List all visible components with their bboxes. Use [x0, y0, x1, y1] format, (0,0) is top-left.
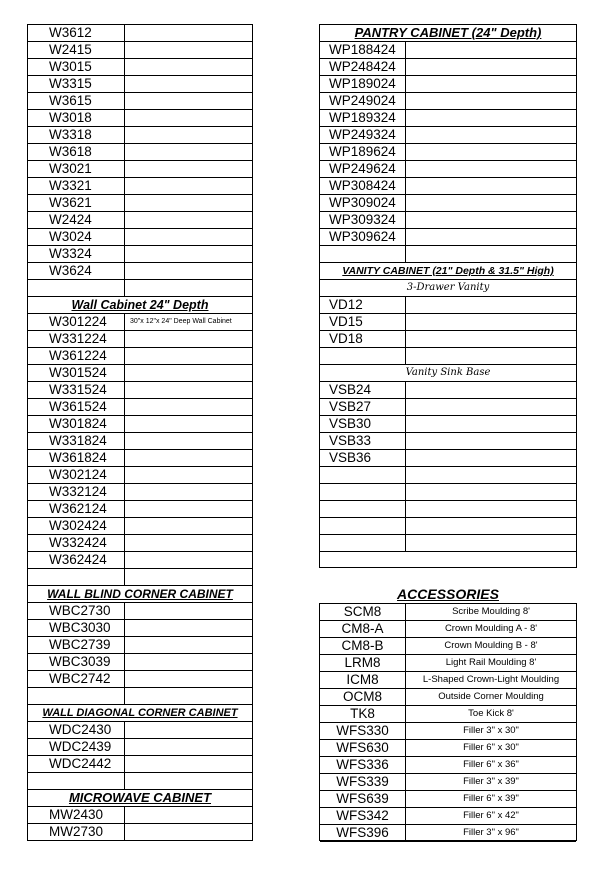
table-row [28, 484, 252, 501]
table-row [320, 740, 576, 757]
item-code: WDC2439 [28, 739, 125, 755]
item-code: WFS630 [320, 740, 406, 756]
item-code: WBC2742 [28, 671, 125, 687]
item-code [28, 688, 125, 704]
item-code: WP309024 [320, 195, 406, 211]
item-code: VD15 [320, 314, 406, 330]
item-description [125, 178, 252, 194]
item-description [125, 518, 252, 534]
table-row [320, 467, 576, 484]
item-description [125, 161, 252, 177]
item-code: CM8-B [320, 638, 406, 654]
table-row [320, 621, 576, 638]
table-row [28, 671, 252, 688]
item-code: W2424 [28, 212, 125, 228]
accessories-table [319, 603, 577, 841]
item-description [125, 365, 252, 381]
table-row [28, 25, 252, 42]
item-description [406, 484, 576, 500]
table-row [28, 433, 252, 450]
table-row [320, 535, 576, 552]
table-row [320, 433, 576, 450]
table-row [320, 178, 576, 195]
item-description [125, 722, 252, 738]
item-code: W3018 [28, 110, 125, 126]
item-description: Filler 6" x 30" [463, 742, 519, 753]
item-description [406, 76, 576, 92]
table-row [28, 110, 252, 127]
item-code: WP249624 [320, 161, 406, 177]
item-description [406, 297, 576, 313]
left-price-table [27, 24, 253, 841]
item-description [125, 467, 252, 483]
item-code: VD18 [320, 331, 406, 347]
item-description [406, 93, 576, 109]
item-code: W3324 [28, 246, 125, 262]
table-row [320, 212, 576, 229]
section-heading-wall-24-text: Wall Cabinet 24" Depth [71, 298, 209, 312]
table-row [28, 42, 252, 59]
item-description [125, 93, 252, 109]
table-row [28, 365, 252, 382]
item-code: VSB24 [320, 382, 406, 398]
item-code: W301524 [28, 365, 125, 381]
item-code: W361224 [28, 348, 125, 364]
section-heading-wall-diagonal-text: WALL DIAGONAL CORNER CABINET [42, 707, 238, 719]
item-description [125, 773, 252, 789]
table-row [320, 110, 576, 127]
item-code: W332424 [28, 535, 125, 551]
item-description [125, 620, 252, 636]
item-description [125, 212, 252, 228]
table-row [28, 807, 252, 824]
table-row [28, 824, 252, 841]
item-code: SCM8 [320, 604, 406, 620]
table-row [320, 416, 576, 433]
table-row [28, 773, 252, 790]
item-code: W301224 [28, 314, 125, 330]
table-row [28, 76, 252, 93]
table-row [320, 757, 576, 774]
item-description [406, 382, 576, 398]
subheading-sink-base: Vanity Sink Base [320, 365, 576, 382]
item-description [406, 331, 576, 347]
section-heading-wall-blind [28, 586, 252, 603]
table-row [28, 314, 252, 331]
item-description [406, 399, 576, 415]
item-code [320, 246, 406, 262]
item-description: Filler 3" x 30" [463, 725, 519, 736]
subheading-3-drawer: 3-Drawer Vanity [320, 280, 576, 297]
item-code: WP249024 [320, 93, 406, 109]
table-row [28, 331, 252, 348]
item-code: WP309624 [320, 229, 406, 245]
item-code: WP249324 [320, 127, 406, 143]
item-description [406, 246, 576, 262]
item-code: W302124 [28, 467, 125, 483]
item-description [125, 263, 252, 279]
item-description [125, 756, 252, 772]
table-row [28, 637, 252, 654]
item-description [406, 467, 576, 483]
item-code: WP188424 [320, 42, 406, 58]
item-description: Filler 3" x 39" [463, 776, 519, 787]
accessories-title: ACCESSORIES [397, 586, 499, 602]
item-description [125, 144, 252, 160]
item-code: WP308424 [320, 178, 406, 194]
item-code: WBC2739 [28, 637, 125, 653]
item-description [125, 348, 252, 364]
table-row [28, 450, 252, 467]
item-description [125, 433, 252, 449]
item-code: WDC2430 [28, 722, 125, 738]
table-row [28, 161, 252, 178]
item-code: WBC3030 [28, 620, 125, 636]
item-description [125, 552, 252, 568]
item-description [125, 535, 252, 551]
item-code: W3615 [28, 93, 125, 109]
section-heading-wall-24 [28, 297, 252, 314]
table-row [320, 382, 576, 399]
item-code: WDC2442 [28, 756, 125, 772]
item-code: WFS336 [320, 757, 406, 773]
table-row [320, 195, 576, 212]
item-description [125, 688, 252, 704]
table-row [320, 331, 576, 348]
item-code: VD12 [320, 297, 406, 313]
table-row [28, 195, 252, 212]
table-row [320, 93, 576, 110]
table-row [320, 501, 576, 518]
item-code: W361524 [28, 399, 125, 415]
item-code: W3024 [28, 229, 125, 245]
item-code: W301824 [28, 416, 125, 432]
item-description: Crown Moulding A - 8' [444, 623, 538, 634]
table-row [28, 144, 252, 161]
item-description [125, 739, 252, 755]
item-description [406, 416, 576, 432]
right-price-table [319, 24, 577, 568]
item-code: WFS396 [320, 825, 406, 841]
table-row [320, 672, 576, 689]
item-code: W3621 [28, 195, 125, 211]
item-description [406, 59, 576, 75]
section-heading-wall-diagonal [28, 705, 252, 722]
item-description [406, 229, 576, 245]
table-row [320, 706, 576, 723]
table-row [28, 399, 252, 416]
table-row [28, 229, 252, 246]
item-code: W361824 [28, 450, 125, 466]
table-row [320, 144, 576, 161]
item-code [320, 535, 406, 551]
item-description: 30"x 12"x 24" Deep Wall Cabinet [130, 318, 232, 325]
table-row [320, 808, 576, 825]
item-code [320, 501, 406, 517]
table-row [28, 688, 252, 705]
table-row [320, 42, 576, 59]
item-description: Toe Kick 8' [468, 708, 514, 719]
section-heading-microwave [28, 790, 252, 807]
item-code: ICM8 [320, 672, 406, 688]
item-code: W302424 [28, 518, 125, 534]
item-code: W362424 [28, 552, 125, 568]
item-description [406, 501, 576, 517]
item-code: W331824 [28, 433, 125, 449]
item-code: VSB30 [320, 416, 406, 432]
item-description [125, 484, 252, 500]
item-code: VSB33 [320, 433, 406, 449]
item-description [406, 433, 576, 449]
item-description [406, 348, 576, 364]
item-code: VSB27 [320, 399, 406, 415]
item-description [406, 127, 576, 143]
item-code: MW2430 [28, 807, 125, 823]
table-row [320, 638, 576, 655]
table-row [320, 518, 576, 535]
table-row [28, 467, 252, 484]
table-row [28, 382, 252, 399]
section-heading-microwave-text: MICROWAVE CABINET [68, 790, 212, 805]
item-description [125, 654, 252, 670]
table-row [320, 314, 576, 331]
section-heading-vanity [320, 263, 576, 280]
item-code [320, 484, 406, 500]
section-heading-vanity-text: VANITY CABINET (21" Depth & 31.5" High) [342, 265, 554, 277]
item-description [406, 535, 576, 551]
item-description [125, 450, 252, 466]
item-code [320, 467, 406, 483]
table-row [28, 127, 252, 144]
table-row [320, 297, 576, 314]
table-row [320, 161, 576, 178]
table-row [28, 518, 252, 535]
item-code: WP189024 [320, 76, 406, 92]
table-row [28, 93, 252, 110]
item-description [125, 569, 252, 585]
item-description [125, 603, 252, 619]
table-row [28, 348, 252, 365]
item-code: MW2730 [28, 824, 125, 840]
item-code [320, 518, 406, 534]
item-code: WP189324 [320, 110, 406, 126]
table-row [320, 59, 576, 76]
table-row [320, 723, 576, 740]
item-code: W3624 [28, 263, 125, 279]
table-row [320, 825, 576, 842]
item-description [125, 59, 252, 75]
table-row [320, 774, 576, 791]
item-code: VSB36 [320, 450, 406, 466]
item-description: Filler 3" x 96" [463, 827, 519, 838]
table-row [28, 246, 252, 263]
item-description [406, 110, 576, 126]
item-description [125, 824, 252, 840]
item-description [406, 450, 576, 466]
item-description: Filler 6" x 39" [463, 793, 519, 804]
table-row [320, 399, 576, 416]
item-code: WP309324 [320, 212, 406, 228]
item-code: WBC3039 [28, 654, 125, 670]
item-description [406, 178, 576, 194]
table-row [28, 739, 252, 756]
table-row [28, 178, 252, 195]
table-row [28, 620, 252, 637]
item-code: W3315 [28, 76, 125, 92]
table-row [28, 501, 252, 518]
item-description [406, 518, 576, 534]
item-code: WP248424 [320, 59, 406, 75]
item-description: Filler 6" x 42" [463, 810, 519, 821]
table-row [28, 654, 252, 671]
table-row [28, 569, 252, 586]
item-description [125, 416, 252, 432]
item-description: Scribe Moulding 8' [452, 606, 530, 617]
table-row [320, 655, 576, 672]
section-heading-wall-blind-text: WALL BLIND CORNER CABINET [47, 587, 233, 601]
table-row [28, 603, 252, 620]
item-code: LRM8 [320, 655, 406, 671]
item-code: W3612 [28, 25, 125, 41]
table-row [320, 229, 576, 246]
item-code [28, 569, 125, 585]
table-row [28, 722, 252, 739]
section-heading-pantry [320, 25, 576, 42]
item-description [406, 161, 576, 177]
item-description [125, 195, 252, 211]
table-row [320, 450, 576, 467]
item-code: W3021 [28, 161, 125, 177]
item-code: WP189624 [320, 144, 406, 160]
table-row [28, 535, 252, 552]
table-row [320, 484, 576, 501]
table-row [28, 416, 252, 433]
table-row [28, 263, 252, 280]
table-row [28, 212, 252, 229]
table-row [28, 756, 252, 773]
item-code [28, 280, 125, 296]
item-description [125, 637, 252, 653]
item-description [125, 229, 252, 245]
item-code: W3618 [28, 144, 125, 160]
item-description: Light Rail Moulding 8' [445, 657, 537, 668]
item-code [28, 773, 125, 789]
item-description [406, 212, 576, 228]
section-heading-pantry-text: PANTRY CABINET (24" Depth) [354, 25, 542, 40]
item-description [125, 110, 252, 126]
table-row [320, 348, 576, 365]
item-code: TK8 [320, 706, 406, 722]
item-code: W331224 [28, 331, 125, 347]
table-row [320, 604, 576, 621]
item-description [125, 42, 252, 58]
table-row [320, 127, 576, 144]
item-description [406, 144, 576, 160]
item-code: WFS330 [320, 723, 406, 739]
item-code: W3321 [28, 178, 125, 194]
item-description [406, 314, 576, 330]
item-code: WFS639 [320, 791, 406, 807]
table-row [320, 689, 576, 706]
item-description [125, 671, 252, 687]
table-row [320, 791, 576, 808]
item-code: W3015 [28, 59, 125, 75]
table-row [28, 59, 252, 76]
item-description [125, 246, 252, 262]
item-description [125, 127, 252, 143]
item-description [125, 501, 252, 517]
item-code: W2415 [28, 42, 125, 58]
item-description [406, 195, 576, 211]
item-description: Crown Moulding B - 8' [444, 640, 538, 651]
table-row [28, 552, 252, 569]
item-description [125, 76, 252, 92]
item-code: CM8-A [320, 621, 406, 637]
item-code [320, 348, 406, 364]
item-code: WFS342 [320, 808, 406, 824]
item-code: OCM8 [320, 689, 406, 705]
table-row [320, 76, 576, 93]
item-code: W362124 [28, 501, 125, 517]
item-description [125, 399, 252, 415]
item-code: WFS339 [320, 774, 406, 790]
item-description [125, 807, 252, 823]
item-description [125, 280, 252, 296]
item-description: Filler 6" x 36" [463, 759, 519, 770]
item-description [125, 331, 252, 347]
table-row [28, 280, 252, 297]
item-code: W331524 [28, 382, 125, 398]
item-description: Outside Corner Moulding [438, 691, 544, 702]
item-code: W3318 [28, 127, 125, 143]
table-row [320, 246, 576, 263]
item-description: L-Shaped Crown-Light Moulding [422, 674, 560, 685]
item-code: W332124 [28, 484, 125, 500]
item-code: WBC2730 [28, 603, 125, 619]
item-description [125, 25, 252, 41]
item-description [406, 42, 576, 58]
item-description [125, 382, 252, 398]
